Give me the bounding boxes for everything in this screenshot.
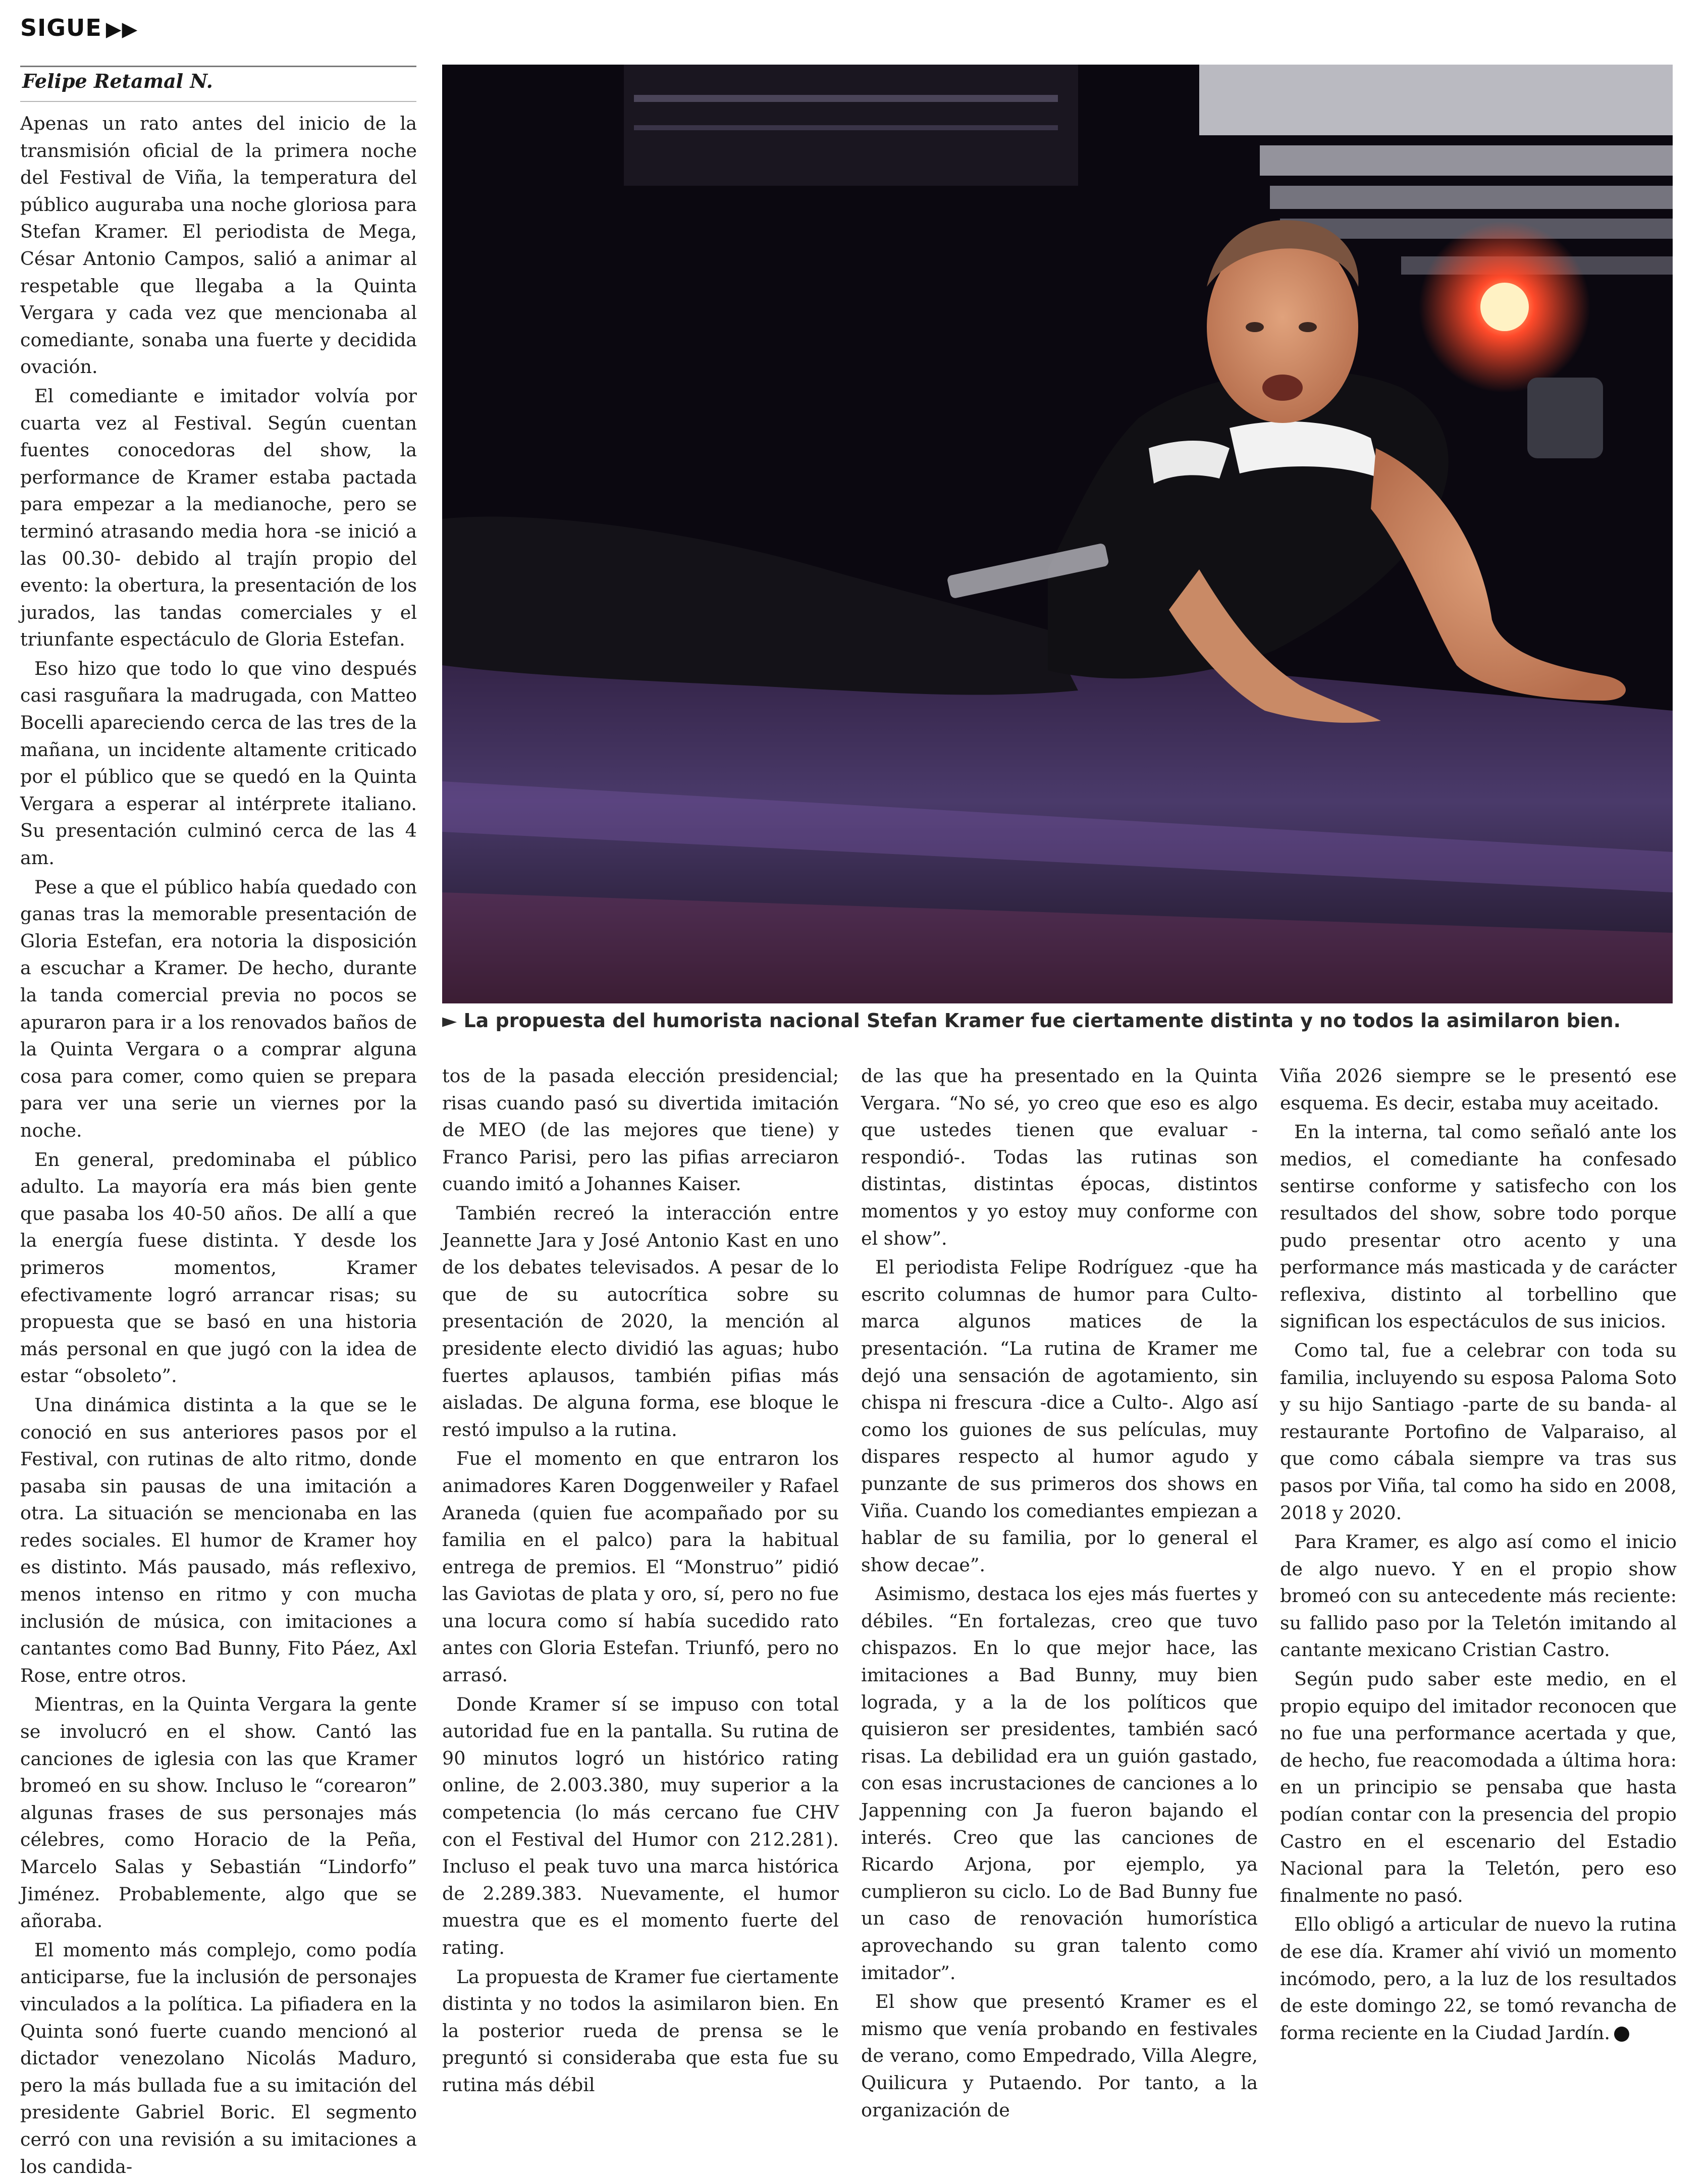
paragraph: En general, predominaba el público adulto. La mayoría era más bien gente que pasaba los 40-50 años. De allí a que la energía fuese distinta. Y desde los primeros momentos, Kramer efectivamente logró arrancar risas; su propuesta que se basó en una historia más personal en que jugó con la idea de estar “obsoleto”. — [20, 1148, 417, 1387]
byline-top-rule — [20, 66, 416, 67]
paragraph: En la interna, tal como señaló ante los medios, el comediante ha confesado sentirse conforme y satisfecho con los resultados del show, sobre todo porque pudo presentar otro acento y una performance más masticada y de carácter reflexiva, distinto al torbellino que significan los espectáculos de sus inicios. — [1280, 1121, 1677, 1333]
comedian-on-stage-illustration — [442, 65, 1673, 1003]
paragraph: Eso hizo que todo lo que vino después casi rasguñara la madrugada, con Matteo Bocelli apareciendo cerca de las tres de la mañana, un incidente altamente criticado por el público que se quedó en la Quinta Vergara a esperar al intérprete italiano. Su presentación culminó cerca de las 4 am. — [20, 657, 417, 869]
byline-bottom-rule — [20, 101, 416, 102]
article-column-3 — [861, 1062, 1258, 2121]
section-header — [20, 14, 138, 41]
paragraph: También recreó la interacción entre Jeannette Jara y José Antonio Kast en uno de los debates televisados. A pesar de lo que de su autocrítica sobre su presentación de 2020, la mención al presidente electo dividió las aguas; hubo fuertes aplausos, también pifias más aisladas. De alguna forma, ese bloque le restó impulso a la rutina. — [442, 1202, 839, 1441]
end-of-article-icon — [1614, 2027, 1629, 2042]
section-label: SIGUE — [20, 14, 102, 41]
paragraph: Según pudo saber este medio, en el propio equipo del imitador reconocen que no fue una performance acertada y que, de hecho, fue reacomodada a última hora: en un principio se pensaba que hasta podían contar con la presencia del propio Castro en el escenario del Estadio Nacional para la Teletón, pero eso finalmente no pasó. — [1280, 1668, 1677, 1906]
paragraph-last — [1280, 1911, 1677, 2046]
article-column-4 — [1280, 1062, 1677, 2044]
article-column-1 — [20, 110, 417, 2177]
paragraph: Apenas un rato antes del inicio de la transmisión oficial de la primera noche del Festival de Viña, la temperatura del público auguraba una noche gloriosa para Stefan Kramer. El periodista de Mega, César Antonio Campos, salió a animar al respetable que llegaba a la Quinta Vergara y cada vez que mencionaba al comediante, sonaba una fuerte y decidida ovación. — [20, 113, 417, 378]
paragraph: tos de la pasada elección presidencial; risas cuando pasó su divertida imitación de MEO (de las mejores que tiene) y Franco Parisi, pero las pifias arreciaron cuando imitó a Johannes Kaiser. — [442, 1065, 839, 1195]
paragraph: Una dinámica distinta a la que se le conoció en sus anteriores pasos por el Festival, con rutinas de alto ritmo, donde pasaba sin pausas de una imitación a otra. La situación se mencionaba en las redes sociales. El humor de Kramer hoy es distinto. Más pausado, más reflexivo, menos intenso en ritmo y con mucha inclusión de música, con imitaciones a cantantes como Bad Bunny, Fito Páez, Axl Rose, entre otros. — [20, 1394, 417, 1686]
paragraph: Asimismo, destaca los ejes más fuertes y débiles. “En fortalezas, creo que tuvo chispazos. En lo que mejor hace, las imitaciones a Bad Bunny, muy bien lograda, y a la de los políticos que quisieron ser presidentes, también sacó risas. La debilidad era un guión gastado, con esas incrustaciones de canciones a lo Jappenning con Ja fueron bajando el interés. Creo que las canciones de Ricardo Arjona, por ejemplo, ya cumplieron su ciclo. Lo de Bad Bunny fue un caso de renovación humorística aprovechando su gran talento como imitador”. — [861, 1583, 1258, 1984]
continue-arrows-icon: ▶▶ — [105, 18, 138, 41]
paragraph: Viña 2026 siempre se le presentó ese esquema. Es decir, estaba muy aceitado. — [1280, 1065, 1677, 1114]
article-column-2 — [442, 1062, 839, 2096]
paragraph: Para Kramer, es algo así como el inicio de algo nuevo. Y en el propio show bromeó con su antecedente más reciente: su fallido paso por la Teletón imitando al cantante mexicano Cristian Castro. — [1280, 1531, 1677, 1661]
paragraph-text: Ello obligó a articular de nuevo la rutina de ese día. Kramer ahí vivió un momento incómodo, pero, a la luz de los resultados de este domingo 22, se tomó revancha de forma reciente en la Ciudad Jardín. — [1280, 1913, 1677, 2044]
paragraph: Como tal, fue a celebrar con toda su familia, incluyendo su esposa Paloma Soto y su hijo Santiago -parte de su banda- al restaurante Portofino de Valparaiso, al que como cábala siempre va tras sus pasos por Viña, tal como ha sido en 2008, 2018 y 2020. — [1280, 1339, 1677, 1524]
paragraph: Mientras, en la Quinta Vergara la gente se involucró en el show. Cantó las canciones de iglesia con las que Kramer bromeó en su show. Incluso le “corearon” algunas frases de sus personajes más célebres, como Horacio de la Peña, Marcelo Salas y Sebastián “Lindorfo” Jiménez. Probablemente, algo que se añoraba. — [20, 1693, 417, 1932]
paragraph: Fue el momento en que entraron los animadores Karen Doggenweiler y Rafael Araneda (quien fue acompañado por su familia en el palco) para la habitual entrega de premios. El “Monstruo” pidió las Gaviotas de plata y oro, sí, pero no fue una locura como sí había sucedido rato antes con Gloria Estefan. Triunfó, pero no arrasó. — [442, 1448, 839, 1686]
paragraph: El show que presentó Kramer es el mismo que venía probando en festivales de verano, como Empedrado, Villa Alegre, Quilicura y Putaendo. Por tanto, a la organización de — [861, 1991, 1258, 2121]
photo-caption: ► La propuesta del humorista nacional Stefan Kramer fue ciertamente distinta y no todos la asimilaron bien. — [442, 1009, 1621, 1032]
paragraph: Donde Kramer sí se impuso con total autoridad fue en la pantalla. Su rutina de 90 minutos logró un histórico rating online, de 2.003.380, muy superior a la competencia (lo más cercano fue CHV con el Festival del Humor con 212.281). Incluso el peak tuvo una marca histórica de 2.289.383. Nuevamente, el humor muestra que es el momento fuerte del rating. — [442, 1693, 839, 1958]
paragraph: El momento más complejo, como podía anticiparse, fue la inclusión de personajes vinculados a la política. La pifiadera en la Quinta sonó fuerte cuando mencionó al dictador venezolano Nicolás Maduro, pero la más bullada fue a su imitación del presidente Gabriel Boric. El segmento cerró con una revisión a su imitaciones a los candida- — [20, 1939, 417, 2177]
paragraph: El comediante e imitador volvía por cuarta vez al Festival. Según cuentan fuentes conocedoras del show, la performance de Kramer estaba pactada para empezar a la medianoche, pero se terminó atrasando media hora -se inició a las 00.30- debido al trajín propio del evento: la obertura, la presentación de los jurados, las tandas comerciales y el triunfante espectáculo de Gloria Estefan. — [20, 385, 417, 651]
paragraph: de las que ha presentado en la Quinta Vergara. “No sé, yo creo que eso es algo que ustedes tienen que evaluar -respondió-. Todas las rutinas son distintas, distintas épocas, distintos momentos y yo estoy muy conforme con el show”. — [861, 1065, 1258, 1249]
paragraph: El periodista Felipe Rodríguez -que ha escrito columnas de humor para Culto- marca algunos matices de la presentación. “La rutina de Kramer me dejó una sensación de agotamiento, sin chispa ni frescura -dice a Culto-. Algo así como los guiones de sus películas, muy dispares respecto al humor agudo y punzante de sus primeros dos shows en Viña. Cuando los comediantes empiezan a hablar de su familia, por lo general el show decae”. — [861, 1256, 1258, 1576]
paragraph: Pese a que el público había quedado con ganas tras la memorable presentación de Gloria Estefan, era notoria la disposición a escuchar a Kramer. De hecho, durante la tanda comercial previa no pocos se apuraron para ir a los renovados baños de la Quinta Vergara o a comprar alguna cosa para comer, como quien se prepara para ver una serie un viernes por la noche. — [20, 876, 417, 1141]
article-photo — [442, 65, 1673, 1003]
paragraph: La propuesta de Kramer fue ciertamente distinta y no todos la asimilaron bien. En la posterior rueda de prensa se le preguntó si consideraba que esta fue su rutina más débil — [442, 1965, 839, 2096]
byline: Felipe Retamal N. — [22, 70, 213, 92]
